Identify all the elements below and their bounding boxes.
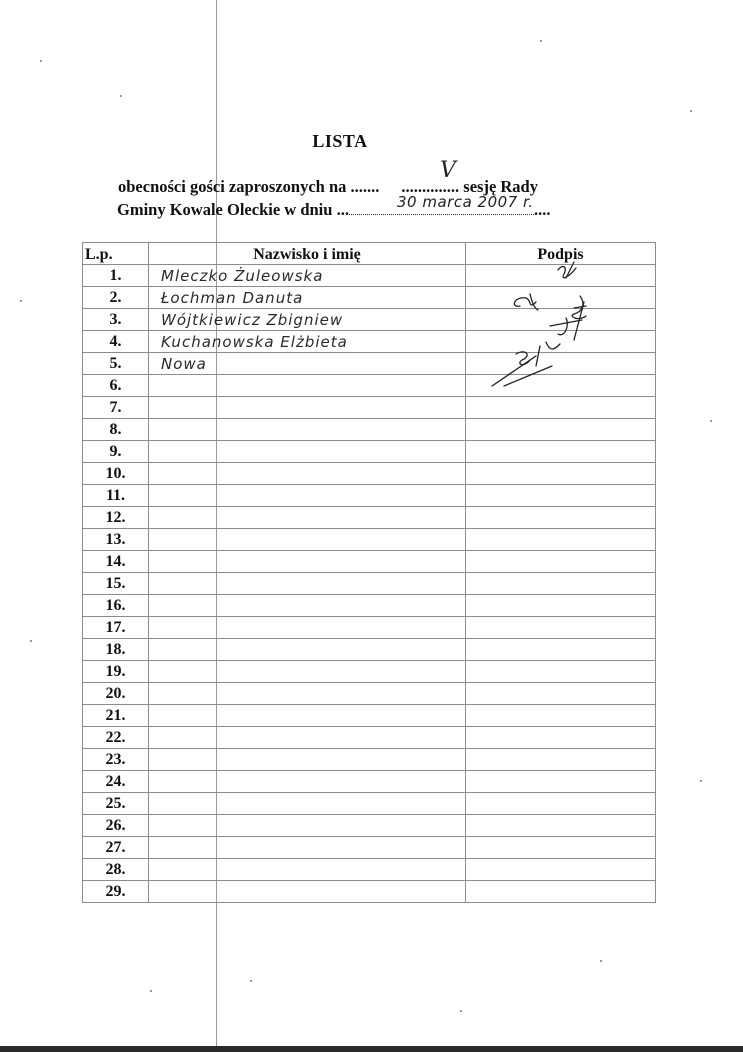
guest-name (149, 485, 466, 507)
signature-cell (466, 705, 656, 727)
scan-speck (700, 780, 702, 782)
row-number: 21. (83, 705, 149, 727)
guest-name (149, 661, 466, 683)
row-number: 3. (83, 309, 149, 331)
row-number: 12. (83, 507, 149, 529)
table-row (83, 771, 656, 793)
guest-name: Kuchanowska Elżbieta (149, 331, 466, 353)
row-number: 2. (83, 287, 149, 309)
guest-name (149, 441, 466, 463)
guest-name (149, 507, 466, 529)
signature-cell (466, 683, 656, 705)
row-number: 23. (83, 749, 149, 771)
guest-name (149, 595, 466, 617)
table-row (83, 507, 656, 529)
guest-name (149, 881, 466, 903)
header-name: Nazwisko i imię (149, 243, 466, 265)
row-number: 24. (83, 771, 149, 793)
signature-cell (466, 529, 656, 551)
signature-cell (466, 727, 656, 749)
row-number: 11. (83, 485, 149, 507)
table-row (83, 573, 656, 595)
scan-speck (540, 40, 542, 42)
table-row (83, 749, 656, 771)
row-number: 15. (83, 573, 149, 595)
guest-name (149, 749, 466, 771)
row-number: 16. (83, 595, 149, 617)
guest-name (149, 573, 466, 595)
row-number: 19. (83, 661, 149, 683)
guest-name: Wójtkiewicz Zbigniew (149, 309, 466, 331)
table-row (83, 727, 656, 749)
row-number: 10. (83, 463, 149, 485)
scan-speck (460, 1010, 462, 1012)
table-row (83, 595, 656, 617)
table-row (83, 463, 656, 485)
row-number: 29. (83, 881, 149, 903)
header-signature: Podpis (466, 243, 656, 265)
table-row (83, 419, 656, 441)
guest-name (149, 639, 466, 661)
table-row (83, 837, 656, 859)
signature-cell (466, 859, 656, 881)
heading-line-2-prefix: Gminy Kowale Oleckie w dniu (117, 200, 333, 219)
signature-cell (466, 573, 656, 595)
signature-3 (550, 302, 586, 340)
dotted-fill: .............. (401, 177, 460, 196)
scan-speck (710, 420, 712, 422)
scan-speck (20, 300, 22, 302)
table-row (83, 881, 656, 903)
table-row (83, 639, 656, 661)
table-row (83, 441, 656, 463)
scan-bottom-edge (0, 1046, 743, 1052)
heading-line-1-suffix: sesję Rady (463, 177, 538, 196)
row-number: 13. (83, 529, 149, 551)
guest-name (149, 419, 466, 441)
table-row (83, 705, 656, 727)
guest-name (149, 771, 466, 793)
table-row (83, 551, 656, 573)
table-row (83, 661, 656, 683)
guest-name (149, 815, 466, 837)
guest-name (149, 551, 466, 573)
guest-name (149, 727, 466, 749)
row-number: 1. (83, 265, 149, 287)
signature-cell (466, 507, 656, 529)
guest-name (149, 837, 466, 859)
guest-name (149, 617, 466, 639)
guest-name (149, 375, 466, 397)
heading-line-1-prefix: obecności gości zaproszonych na (118, 177, 347, 196)
table-row (83, 793, 656, 815)
scan-speck (120, 95, 122, 97)
scan-speck (250, 980, 252, 982)
row-number: 7. (83, 397, 149, 419)
row-number: 14. (83, 551, 149, 573)
signature-cell (466, 441, 656, 463)
scan-speck (690, 110, 692, 112)
dotted-fill: ....... (350, 177, 380, 196)
row-number: 5. (83, 353, 149, 375)
signature-cell (466, 617, 656, 639)
signature-cell (466, 661, 656, 683)
table-row (83, 529, 656, 551)
guest-name (149, 859, 466, 881)
guest-name: Łochman Danuta (149, 287, 466, 309)
signature-cell (466, 551, 656, 573)
header-lp: L.p. (83, 243, 149, 265)
signature-cell (466, 595, 656, 617)
guest-name (149, 793, 466, 815)
signature-cell (466, 485, 656, 507)
scan-speck (30, 640, 32, 642)
row-number: 20. (83, 683, 149, 705)
scan-speck (600, 960, 602, 962)
row-number: 9. (83, 441, 149, 463)
table-row (83, 859, 656, 881)
signature-cell (466, 639, 656, 661)
scan-speck (40, 60, 42, 62)
signature-cell (466, 749, 656, 771)
table-row (83, 397, 656, 419)
signature-cell (466, 793, 656, 815)
document-title: LISTA (312, 131, 368, 151)
row-number: 6. (83, 375, 149, 397)
table-row (83, 683, 656, 705)
row-number: 4. (83, 331, 149, 353)
table-row (83, 617, 656, 639)
handwritten-session-number: V (440, 158, 456, 183)
guest-name (149, 683, 466, 705)
dotted-fill: ... (336, 200, 349, 219)
row-number: 22. (83, 727, 149, 749)
row-number: 27. (83, 837, 149, 859)
signature-2 (514, 294, 586, 319)
table-row (83, 485, 656, 507)
row-number: 18. (83, 639, 149, 661)
signature-cell (466, 463, 656, 485)
date-space (349, 214, 534, 215)
signature-cell (466, 419, 656, 441)
signature-cell (466, 837, 656, 859)
row-number: 26. (83, 815, 149, 837)
row-number: 25. (83, 793, 149, 815)
dotted-fill: .... (533, 200, 551, 219)
guest-name (149, 705, 466, 727)
scan-speck (150, 990, 152, 992)
signature-cell (466, 881, 656, 903)
handwritten-date: 30 marca 2007 r. (397, 193, 534, 211)
signature-cell (466, 815, 656, 837)
guest-name: Nowa (149, 353, 466, 375)
row-number: 8. (83, 419, 149, 441)
row-number: 17. (83, 617, 149, 639)
table-row (83, 815, 656, 837)
signature-cell (466, 771, 656, 793)
signature-4 (516, 342, 560, 366)
handwritten-signatures (470, 256, 600, 396)
row-number: 28. (83, 859, 149, 881)
guest-name: Mleczko Żuleowska (149, 265, 466, 287)
guest-name (149, 463, 466, 485)
signature-cell (466, 397, 656, 419)
signature-1 (558, 262, 576, 278)
guest-name (149, 529, 466, 551)
guest-name (149, 397, 466, 419)
